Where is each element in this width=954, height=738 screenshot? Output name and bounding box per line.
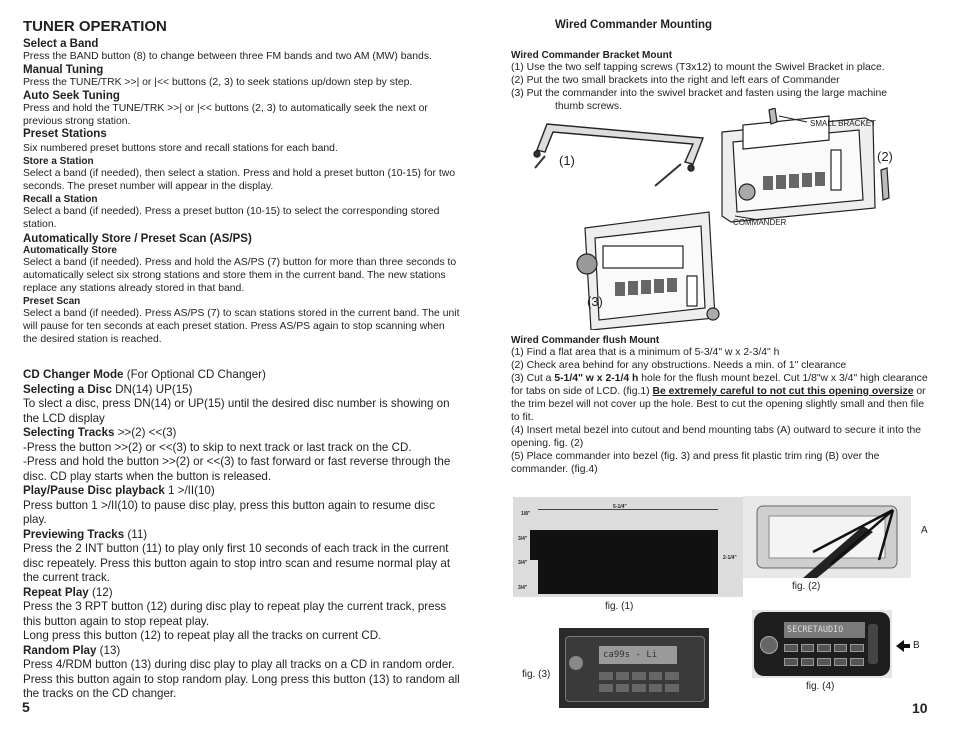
cd-mode-heading: CD Changer Mode <box>23 368 124 381</box>
previewing-note: (11) <box>124 527 148 541</box>
recall-text: Select a band (if needed). Press a preset button (10-15) to select the corresponding stored station. <box>23 206 440 230</box>
fig-label-2: (2) <box>877 149 893 164</box>
page-title: TUNER OPERATION <box>23 18 167 35</box>
select-band-text: Press the BAND button (8) to change between three FM bands and two AM (MW) bands. <box>23 51 432 62</box>
commander-label: COMMANDER <box>733 218 787 227</box>
flush-step-3-warning: Be extremely careful to not cut this opening oversize <box>652 386 914 397</box>
store-text: Select a band (if needed), then select a station. Press and hold a preset button (10-15) for two seconds. The preset number will appear in the display. <box>23 168 456 192</box>
fig3-preset-buttons <box>599 672 679 680</box>
play-pause-text: Press button 1 >/II(10) to pause disc play, press this button again to resume disc play. <box>23 498 435 526</box>
page-number-right: 10 <box>912 700 928 716</box>
fig1-cutout-diagram <box>513 497 743 597</box>
preset-scan-text: Select a band (if needed). Press AS/PS (7) to scan stations stored in the current band. The unit will pause for ten seconds at each preset station. Press AS/PS again to stop scanning when the desired station is reached. <box>23 308 460 345</box>
fig4-commander-photo <box>752 610 892 678</box>
select-disc-text: To slect a disc, press DN(14) or UP(15) until the desired disc number is showing on the LCD display <box>23 397 450 425</box>
manual-tuning-heading: Manual Tuning <box>23 64 104 76</box>
random-text: Press 4/RDM button (13) during disc play to play all tracks on a CD in random order. Press this button again to stop random play. Long press this button (13) to random all the tracks on the CD changer. <box>23 658 460 700</box>
auto-store-heading: Automatically Store <box>23 245 117 256</box>
select-disc-heading: Selecting a Disc <box>23 382 112 396</box>
fig2-caption: fig. (2) <box>792 581 821 592</box>
bracket-step-2: (2) Put the two small brackets into the right and left ears of Commander <box>511 75 840 86</box>
height-dim-label: 2-1/4" <box>723 555 737 561</box>
right-title: Wired Commander Mounting <box>555 19 713 31</box>
width-dim-label: 5-1/4" <box>613 504 627 510</box>
repeat-note: (12) <box>88 585 113 599</box>
flush-step-4: (4) Insert metal bezel into cutout and bend mounting tabs (A) outward to secure it into the opening. fig. (2) <box>511 425 922 449</box>
select-tracks-text1: -Press the button >>(2) or <<(3) to skip to next track or last track on the CD. <box>23 440 412 454</box>
flush-step-5: (5) Place commander into bezel (fig. 3) and press fit plastic trim ring (B) over the commander. (fig.4) <box>511 451 880 475</box>
select-tracks-heading: Selecting Tracks <box>23 426 115 439</box>
select-tracks-note: >>(2) <<(3) <box>114 426 177 439</box>
asps-heading: Automatically Store / Preset Scan (AS/PS) <box>23 233 252 245</box>
preset-scan-heading: Preset Scan <box>23 296 81 307</box>
auto-store-text: Select a band (if needed). Press and hold the AS/PS (7) button for more than three seconds to automatically select six strong stations and store them in the current band. The new stations replace any stations already stored in that band. <box>23 257 457 294</box>
side-dim-label-3: 3/4" <box>518 585 528 591</box>
select-band-heading: Select a Band <box>23 38 99 50</box>
fig3-lcd: ca99s - Li <box>599 646 677 664</box>
cutout-tab-left <box>530 530 538 560</box>
flush-mount-section <box>511 335 929 476</box>
previewing-text: Press the 2 INT button (11) to play only first 10 seconds of each track in the current disc repeately. Press this button again to stop intro scan and resume normal play at the current track. <box>23 542 451 584</box>
play-pause-heading: Play/Pause Disc playback <box>23 484 165 497</box>
recall-heading: Recall a Station <box>23 194 98 205</box>
fig4-label-b: B <box>913 640 920 651</box>
bracket-mount-section <box>511 50 931 113</box>
fig2-bezel-photo <box>743 496 911 578</box>
flush-step-3-a: (3) Cut a <box>511 373 555 384</box>
fig2-label-a: A <box>921 525 928 536</box>
random-heading: Random Play <box>23 643 97 657</box>
flush-step-3-b: 5-1/4" w x 2-1/4 h <box>554 373 639 384</box>
arrow-left-icon <box>896 640 910 652</box>
fig4-preset-buttons <box>784 644 864 652</box>
play-pause-note: 1 >/II(10) <box>164 484 215 497</box>
bracket-heading: Wired Commander Bracket Mount <box>511 50 673 61</box>
fig3-commander-photo <box>559 628 709 708</box>
tuner-section <box>23 38 461 346</box>
select-disc-note: DN(14) UP(15) <box>111 382 193 396</box>
repeat-text2: Long press this button (12) to repeat play all the tracks on current CD. <box>23 629 382 642</box>
cutout-hole <box>538 530 718 594</box>
bracket-mount-illustration <box>525 108 915 330</box>
fig4-side-button <box>868 624 878 664</box>
auto-seek-text: Press and hold the TUNE/TRK >>| or |<< buttons (2, 3) to automatically seek the next or previous strong station. <box>23 103 428 127</box>
bracket-step-3: (3) Put the commander into the swivel bracket and fasten using the large machine <box>511 88 887 99</box>
fig-label-3: (3) <box>587 294 603 309</box>
bracket-step-3-cont: thumb screws. <box>555 101 622 112</box>
tab-dim-label: 1/8" <box>521 511 531 517</box>
cd-changer-section <box>23 368 461 702</box>
fig4-caption: fig. (4) <box>806 681 835 692</box>
side-dim-label-2: 3/4" <box>518 560 528 566</box>
repeat-heading: Repeat Play <box>23 585 89 599</box>
auto-seek-heading: Auto Seek Tuning <box>23 90 120 102</box>
flush-step-3-e: or the trim bezel will not cover up the hole. Best to cut the opening slightly small and then file to fit. <box>511 386 926 423</box>
fig4-control-buttons <box>784 658 864 666</box>
flush-step-3-c: hole for the flush mount bezel. Cut 1/8"w x 3/4" high clearance for tabs on side of LCD. (fig.1) <box>511 373 928 397</box>
fig4-lcd: SECRETAUDIO <box>784 622 865 638</box>
fig-label-1: (1) <box>559 153 575 168</box>
bracket-step-1: (1) Use the two self tapping screws (T3x12) to mount the Swivel Bracket in place. <box>511 62 885 73</box>
previewing-heading: Previewing Tracks <box>23 527 125 541</box>
store-heading: Store a Station <box>23 156 94 167</box>
select-tracks-text2: -Press and hold the button >>(2) or <<(3) to fast forward or fast reverse through the disc. CD play starts when the button is released. <box>23 455 451 483</box>
preset-heading: Preset Stations <box>23 128 107 140</box>
flush-step-1: (1) Find a flat area that is a minimum of 5-3/4" w x 2-3/4" h <box>511 347 780 358</box>
repeat-text1: Press the 3 RPT button (12) during disc play to repeat play the current track, press this button again to stop repeat play. <box>23 600 447 628</box>
flush-step-2: (2) Check area behind for any obstructions. Needs a min. of 1" clearance <box>511 360 847 371</box>
fig4-volume-knob <box>760 636 778 654</box>
flush-step-3 <box>511 372 929 424</box>
fig3-control-buttons <box>599 684 679 692</box>
page-number-left: 5 <box>22 699 30 715</box>
cd-mode-note: (For Optional CD Changer) <box>123 368 266 381</box>
width-dimension-line <box>538 509 718 510</box>
commander-in-bracket-drawing <box>577 212 719 330</box>
small-bracket-label: SMALL BRACKET <box>810 119 876 128</box>
random-note: (13) <box>96 643 121 657</box>
manual-tuning-text: Press the TUNE/TRK >>| or |<< buttons (2, 3) to seek stations up/down step by step. <box>23 77 413 88</box>
preset-text: Six numbered preset buttons store and recall stations for each band. <box>23 143 338 154</box>
fig1-caption: fig. (1) <box>605 601 634 612</box>
fig3-caption: fig. (3) <box>522 669 551 680</box>
fig3-volume-knob <box>569 656 583 670</box>
side-dim-label-1: 3/4" <box>518 536 528 542</box>
flush-heading: Wired Commander flush Mount <box>511 335 660 346</box>
